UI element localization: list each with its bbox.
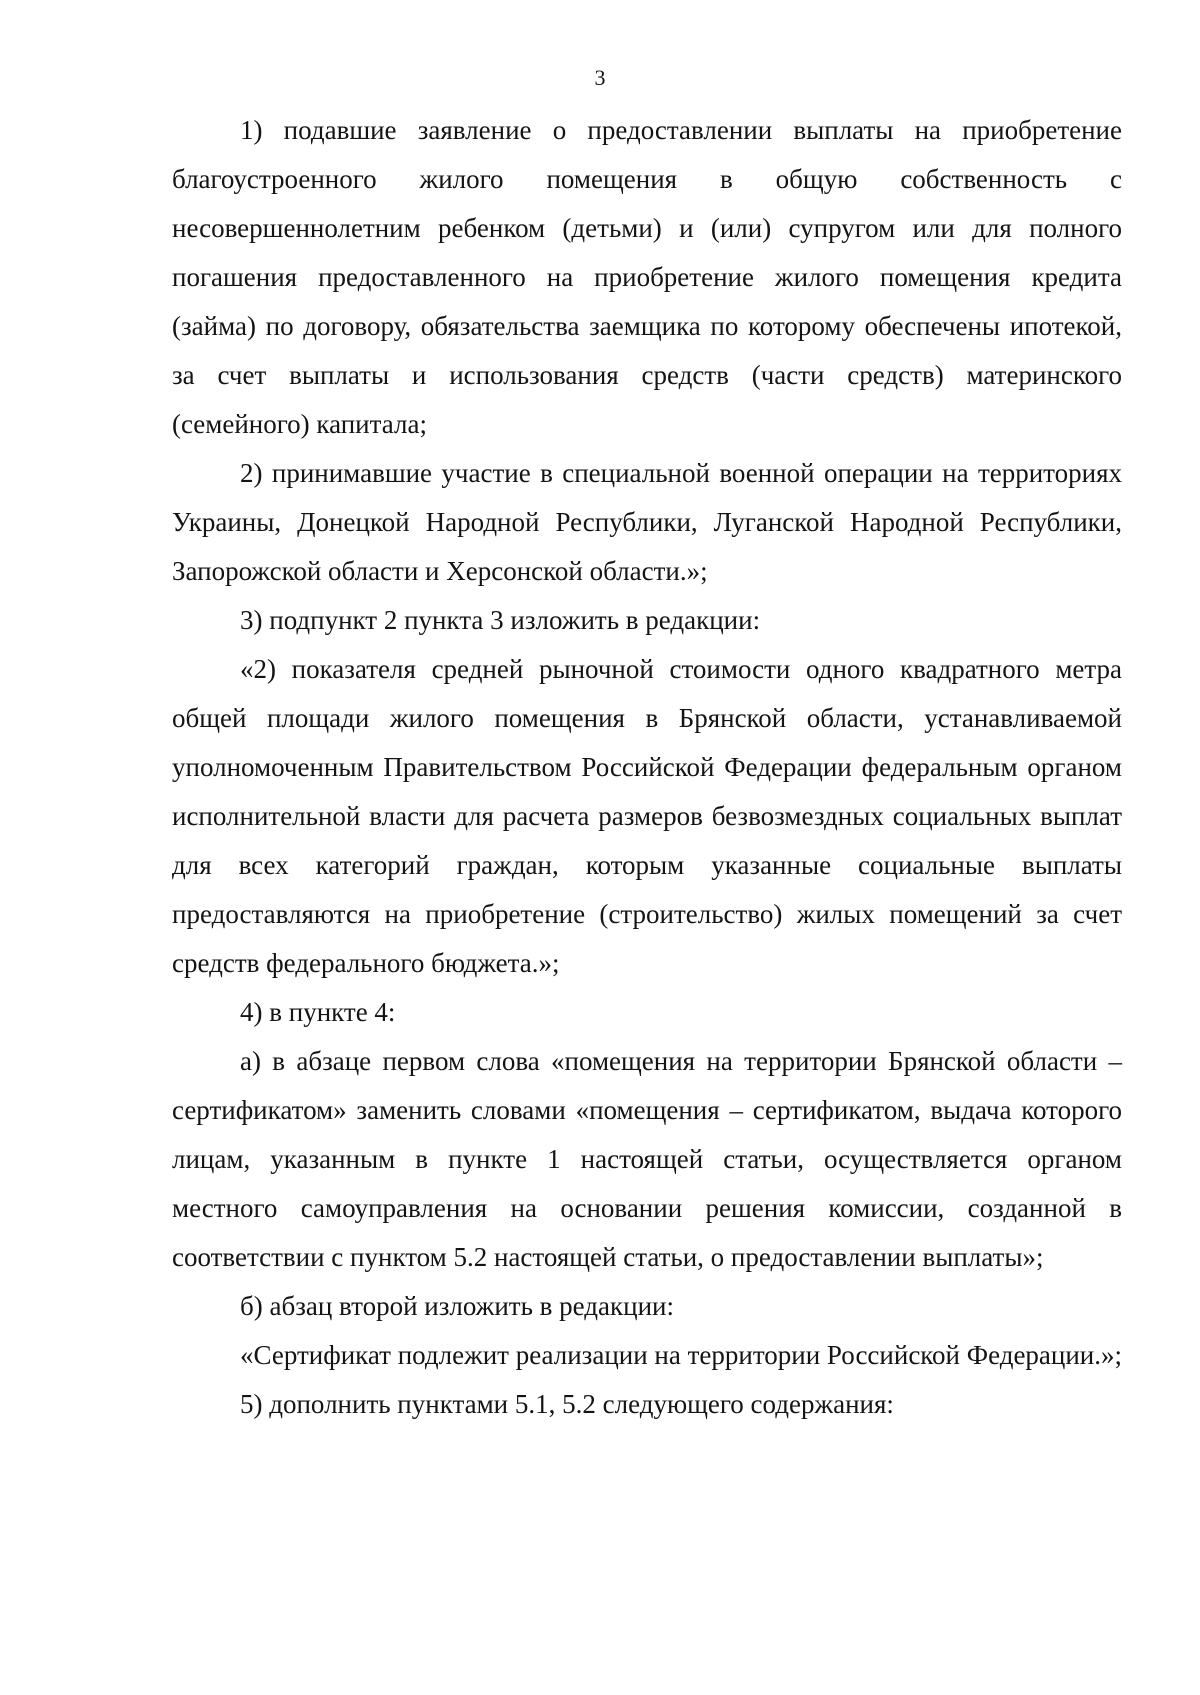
page-number: 3	[594, 65, 606, 90]
paragraph-4: «2) показателя средней рыночной стоимости одного квадратного метра общей площади жилого помещения в Брянской области, устанавливаемой уполномоченным Правительством Российской Федерации федеральным органом исполнительной власти для расчета размеров безвозмездных социальных выплат для всех категорий граждан, которым указанные социальные выплаты предоставляются на приобретение (строительство) жилых помещений за счет средств федерального бюджета.»;	[172, 654, 1122, 978]
paragraph-1: 1) подавшие заявление о предоставлении выплаты на приобретение благоустроенного жилого помещения в общую собственность с несовершеннолетним ребенком (детьми) и (или) супругом или для полного погашения предоставленного на приобретение жилого помещения кредита (займа) по договору, обязательства заемщика по которому обеспечены ипотекой, за счет выплаты и использования средств (части средств) материнского (семейного) капитала;	[172, 115, 1122, 439]
paragraph-3: 3) подпункт 2 пункта 3 изложить в редакции:	[240, 605, 761, 635]
paragraph-5: 4) в пункте 4:	[240, 997, 396, 1027]
paragraph-9: 5) дополнить пунктами 5.1, 5.2 следующего содержания:	[240, 1389, 894, 1419]
paragraph-6: а) в абзаце первом слова «помещения на территории Брянской области – сертификатом» заменить словами «помещения – сертификатом, выдача которого лицам, указанным в пункте 1 настоящей статьи, осуществляется органом местного самоуправления на основании решения комиссии, созданной в соответствии с пунктом 5.2 настоящей статьи, о предоставлении выплаты»;	[172, 1046, 1122, 1272]
paragraph-7: б) абзац второй изложить в редакции:	[240, 1291, 674, 1321]
paragraph-8: «Сертификат подлежит реализации на территории Российской Федерации.»;	[240, 1340, 1123, 1370]
paragraph-2: 2) принимавшие участие в специальной военной операции на территориях Украины, Донецкой Народной Республики, Луганской Народной Республики, Запорожской области и Херсонской области.»;	[172, 458, 1122, 586]
document-body	[172, 106, 1122, 1429]
